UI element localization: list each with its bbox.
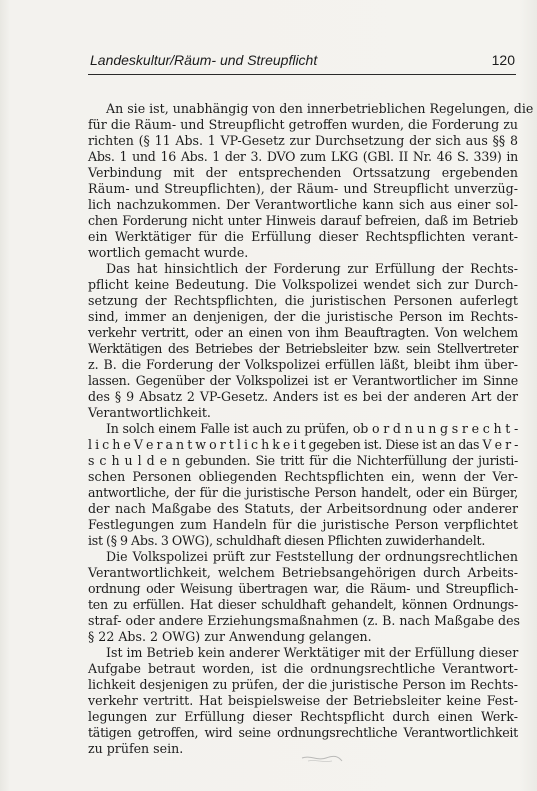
text-line: Abs. 1 und 16 Abs. 1 der 3. DVO zum LKG (GBl. II Nr. 46 S. 339) in	[88, 149, 518, 164]
page-header	[90, 51, 515, 71]
text-line: schen Personen obliegenden Rechtspflichten ein, wenn der Ver-	[88, 469, 518, 484]
text-line: ordnung oder Weisung übertragen war, die Räum- und Streupflich-	[88, 581, 518, 596]
page-number: 120	[491, 52, 515, 68]
text-line: Verantwortlichkeit, welchem Betriebsangehörigen durch Arbeits-	[88, 565, 518, 580]
text-line: Festlegungen zum Handeln für die juristische Person verpflichtet	[88, 517, 518, 532]
text-line: Räum- und Streupflichten), der Räum- und Streupflicht unverzüg-	[88, 181, 518, 196]
running-title: Landeskultur/Räum- und Streupflicht	[90, 52, 318, 68]
text-line: chen Forderung nicht unter Hinweis darauf befreien, daß im Betrieb	[88, 213, 518, 228]
text-line: lichkeit desjenigen zu prüfen, der die juristische Person im Rechts-	[88, 677, 518, 692]
text-line: sind, immer an denjenigen, der die juristische Person im Rechts-	[88, 309, 518, 324]
text-line: Ist im Betrieb kein anderer Werktätiger mit der Erfüllung dieser	[106, 645, 519, 660]
text-line: Aufgabe betraut worden, ist die ordnungsrechtliche Verantwort-	[88, 661, 518, 676]
text-line: antwortliche, der für die juristische Person handelt, oder ein Bürger,	[88, 485, 518, 500]
text-line: ten zu erfüllen. Hat dieser schuldhaft gehandelt, können Ordnungs-	[88, 597, 518, 612]
text-line: ein Werktätiger für die Erfüllung dieser Rechtspflichten verant-	[88, 229, 518, 244]
text-line: pflicht keine Bedeutung. Die Volkspolizei wendet sich zur Durch-	[88, 277, 518, 292]
scan-smudge	[298, 752, 346, 766]
text-line: straf- oder andere Erziehungsmaßnahmen (z. B. nach Maßgabe des	[88, 613, 521, 628]
text-line: legungen zur Erfüllung dieser Rechtspflicht durch einen Werk-	[88, 709, 518, 724]
text-line: § 22 Abs. 2 OWG) zur Anwendung gelangen.	[88, 629, 372, 644]
text-line: richten (§ 11 Abs. 1 VP-Gesetz zur Durchsetzung der sich aus §§ 8	[88, 133, 518, 148]
text-line: verkehr vertritt. Hat beispielsweise der Betriebsleiter keine Fest-	[88, 693, 518, 708]
text-line: s c h u l d e n gebunden. Sie tritt für die Nichterfüllung der juristi-	[88, 453, 518, 468]
body-text	[88, 101, 534, 757]
text-line: tätigen getroffen, wird seine ordnungsrechtliche Verantwortlichkeit	[88, 725, 518, 740]
text-line: Die Volkspolizei prüft zur Feststellung der ordnungsrechtlichen	[106, 549, 518, 564]
header-rule	[88, 74, 516, 75]
text-line: Werktätigen des Betriebes der Betriebsleiter bzw. sein Stellvertreter	[88, 341, 518, 356]
text-line: des § 9 Absatz 2 VP-Gesetz. Anders ist es bei der anderen Art der	[88, 389, 518, 404]
text-line: Verantwortlichkeit.	[88, 405, 211, 420]
text-line: An sie ist, unabhängig von den innerbetrieblichen Regelungen, die	[106, 101, 534, 116]
text-line: In solch einem Falle ist auch zu prüfen, ob o r d n u n g s r e c h t -	[106, 421, 518, 436]
text-line: verkehr vertritt, oder an einen von ihm Beauftragten. Von welchem	[88, 325, 518, 340]
text-line: z. B. die Forderung der Volkspolizei erfüllen läßt, bleibt ihm über-	[88, 357, 518, 372]
text-line: lich nachzukommen. Der Verantwortliche kann sich aus einer sol-	[88, 197, 518, 212]
text-line: der nach Maßgabe des Statuts, der Arbeitsordnung oder anderer	[88, 501, 518, 516]
text-line: zu prüfen sein.	[88, 741, 184, 756]
text-line: Das hat hinsichtlich der Forderung zur Erfüllung der Rechts-	[106, 261, 518, 276]
text-line: l i c h e V e r a n t w o r t l i c h k e i t gegeben ist. Diese ist an das V e r -	[88, 437, 518, 452]
text-line: lassen. Gegenüber der Volkspolizei ist er Verantwortlicher im Sinne	[88, 373, 518, 388]
text-line: setzung der Rechtspflichten, die juristischen Personen auferlegt	[88, 293, 518, 308]
text-line: ist (§ 9 Abs. 3 OWG), schuldhaft diesen Pflichten zuwiderhandelt.	[88, 533, 486, 548]
text-line: für die Räum- und Streupflicht getroffen wurden, die Forderung zu	[88, 117, 518, 132]
text-line: Verbindung mit der entsprechenden Ortssatzung ergebenden	[88, 165, 518, 180]
text-line: wortlich gemacht wurde.	[88, 245, 249, 260]
